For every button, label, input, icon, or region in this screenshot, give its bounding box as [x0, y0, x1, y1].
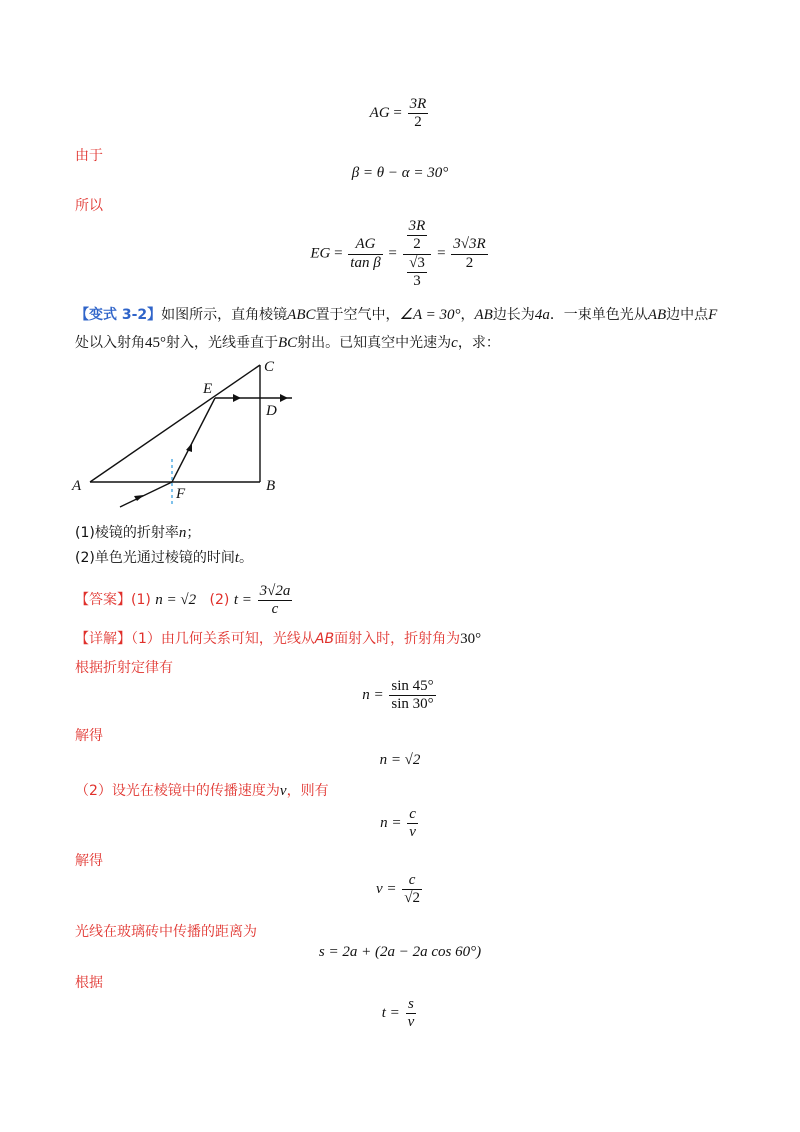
- detail-step-1: 【详解】（1）由几何关系可知，光线从AB面射入时，折射角为30°: [75, 631, 482, 647]
- variant-line-2: 处以入射角45°射入，光线垂直于BC射出。已知真空中光速为c，求：: [75, 335, 500, 351]
- detail-step-3: 解得: [75, 728, 103, 744]
- label-c: C: [264, 359, 275, 375]
- equation-t: t = $\frac{s}{v}$: [381, 996, 415, 1031]
- label-because: 由于: [75, 148, 103, 164]
- equation-n-sin: n = $\frac{\sin 45^\circ}{\sin 30^\circ}$: [362, 678, 434, 713]
- label-b: B: [266, 478, 276, 494]
- edge-ac: [90, 365, 260, 482]
- equation-ag: AG = $\frac{3R}{2}$: [369, 96, 427, 131]
- equation-beta: β = θ − α = 30°: [351, 165, 449, 181]
- arrow-exit-2: [280, 394, 288, 402]
- label-e: E: [203, 381, 213, 397]
- equation-v: v = $\frac{c}{√2}$: [375, 872, 420, 907]
- label-a: A: [72, 478, 82, 494]
- question-1: (1)棱镜的折射率n；: [75, 525, 201, 541]
- equation-n-sqrt2: n = √2: [379, 752, 421, 768]
- detail-step-5: 解得: [75, 853, 103, 869]
- detail-step-6: 光线在玻璃砖中传播的距离为: [75, 924, 257, 940]
- detail-step-7: 根据: [75, 975, 103, 991]
- incident-ray: [120, 482, 172, 507]
- detail-step-4: （2）设光在棱镜中的传播速度为v，则有: [75, 783, 329, 799]
- variant-line-1: 【变式 3-2】如图所示，直角棱镜ABC置于空气中，∠A = 30°，AB边长为4a．一束单色光从AB边中点F: [75, 307, 718, 323]
- detail-step-2: 根据折射定律有: [75, 660, 173, 676]
- label-d: D: [266, 403, 277, 419]
- label-therefore: 所以: [75, 198, 103, 214]
- label-f: F: [176, 486, 186, 502]
- equation-eg: EG = $\frac{AG}{\text{tan β}}$ = $\frac{\frac{3R}{2}}{\frac{√3}{3}}$ = $\frac{3√3R}{2}$: [310, 218, 486, 289]
- arrow-refracted: [186, 443, 192, 452]
- equation-n-cv: n = $\frac{c}{v}$: [380, 806, 416, 841]
- equation-s: s = 2a + (2a − 2a cos 60°): [318, 944, 482, 960]
- answer-line: 【答案】(1) n = √2 (2) t = $\frac{3√2a}{c}$: [75, 583, 291, 618]
- prism-figure: [70, 355, 310, 515]
- arrow-exit-1: [233, 394, 241, 402]
- question-2: (2)单色光通过棱镜的时间t。: [75, 550, 254, 566]
